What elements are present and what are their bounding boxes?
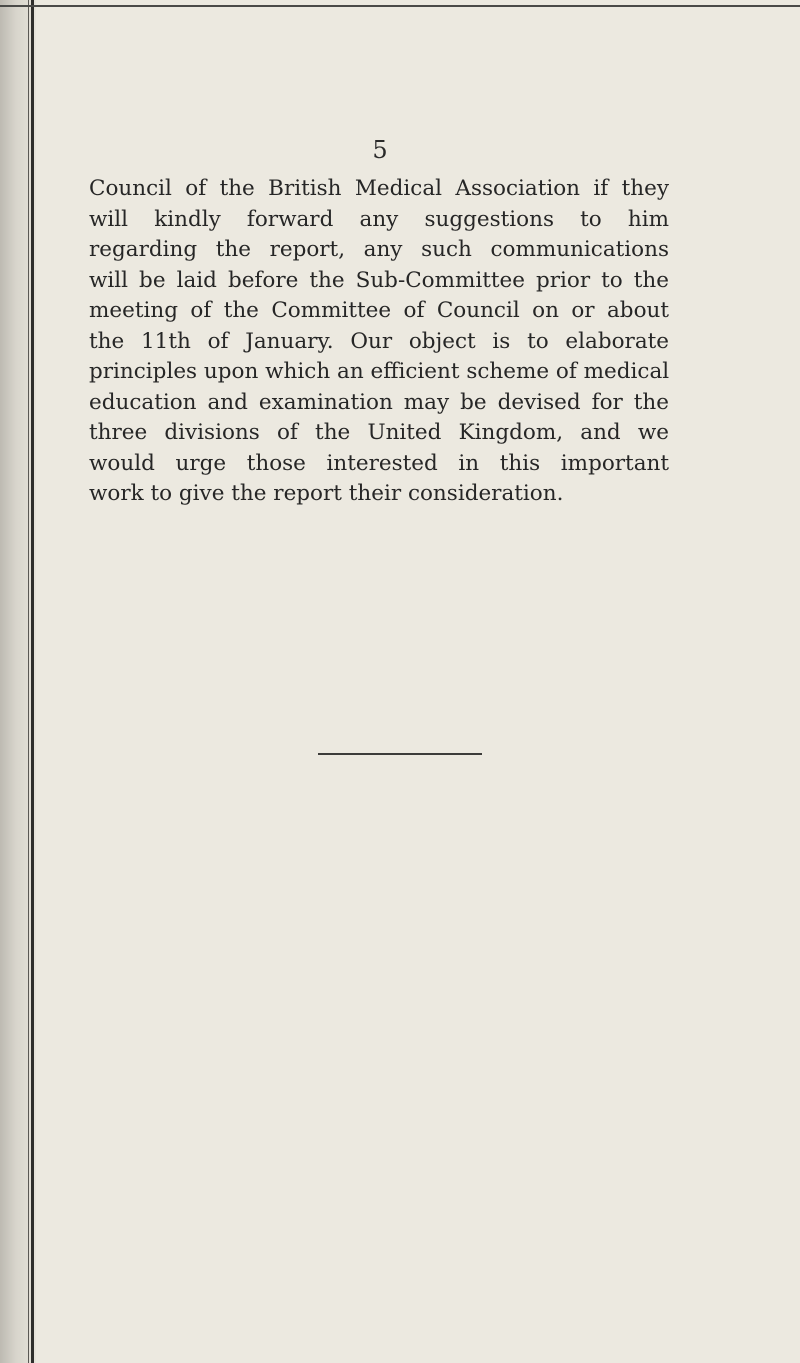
text-line: education and examination may be devised for the [89, 389, 669, 415]
text-line: principles upon which an efficient scheme of medical [89, 359, 670, 384]
binding-edge-line [28, 0, 29, 1363]
section-divider [318, 753, 482, 755]
binding-edge [31, 0, 34, 1363]
text-line: will kindly forward any suggestions to him [89, 206, 669, 232]
text-line: will be laid before the Sub-Committee prior to the [89, 267, 669, 293]
text-line: three divisions of the United Kingdom, and we [89, 420, 669, 445]
text-line: meeting of the Committee of Council on or about [89, 298, 669, 323]
top-edge-rule [0, 5, 800, 7]
page-number: 5 [372, 136, 388, 164]
text-line: work to give the report their consideration. [89, 481, 564, 506]
text-line: Council of the British Medical Association if they [89, 176, 669, 201]
text-line: the 11th of January. Our object is to elaborate [89, 328, 669, 354]
text-line: regarding the report, any such communications [89, 237, 669, 262]
body-paragraph [89, 174, 669, 510]
text-line: would urge those interested in this important [89, 450, 669, 476]
